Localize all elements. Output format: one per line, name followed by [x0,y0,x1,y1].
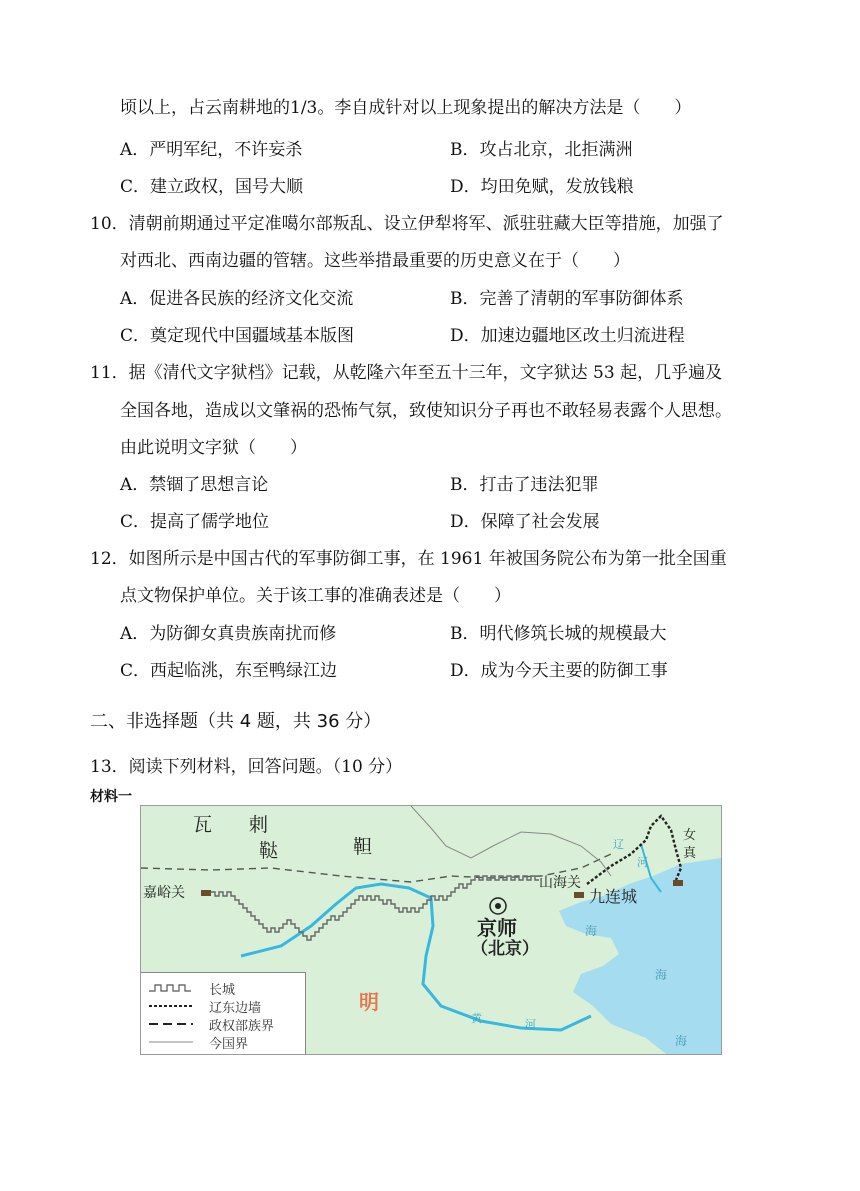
q9-option-b[interactable]: B．攻占北京，北拒满洲 [450,140,633,160]
q12-stem-line2: 点文物保护单位。关于该工事的准确表述是（ ） [120,586,511,606]
jiayuguan-marker [201,890,211,896]
q11-option-d[interactable]: D．保障了社会发展 [450,512,600,532]
capital-marker-inner [495,903,501,909]
label-dada-1: 鞑 [259,840,279,862]
label-sea-3: 海 [675,1034,688,1048]
label-jiuliancheng: 九连城 [589,887,638,906]
label-sea-1: 海 [585,924,598,938]
label-dada-2: 靼 [353,836,373,858]
label-river-1: 河 [637,856,648,869]
jiuliancheng-marker [673,880,683,886]
q10-option-c[interactable]: C．奠定现代中国疆域基本版图 [120,326,355,346]
liaodong-wall-symbol [147,1000,201,1012]
legend-great-wall-label: 长城 [209,983,236,998]
q10-option-b[interactable]: B．完善了清朝的军事防御体系 [450,289,684,309]
q10-option-d[interactable]: D．加速边疆地区改土归流进程 [450,326,685,346]
label-nvzhen-1: 女 [683,828,697,843]
map-legend [141,972,306,1055]
sea-area [559,858,721,1054]
q13-stem: 13．阅读下列材料，回答问题。（10 分） [90,757,403,777]
ming-great-wall-map [140,805,722,1055]
regime-border-symbol [147,1018,201,1030]
q9-option-c[interactable]: C．建立政权，国号大顺 [120,177,304,197]
q11-option-c[interactable]: C．提高了儒学地位 [120,512,270,532]
q10-option-a[interactable]: A．促进各民族的经济文化交流 [120,289,354,309]
q9-option-a[interactable]: A．严明军纪，不许妄杀 [120,140,303,160]
label-wala-1: 瓦 [193,814,213,836]
label-beijing: （北京） [471,939,539,959]
q9-option-d[interactable]: D．均田免赋，发放钱粮 [450,177,634,197]
label-jiayuguan: 嘉峪关 [143,885,185,901]
q12-option-b[interactable]: B．明代修筑长城的规模最大 [450,624,667,644]
q11-stem-line1: 11．据《清代文字狱档》记载，从乾隆六年至五十三年，文字狱达 53 起，几乎遍及 [90,363,723,383]
section-heading: 二、非选择题（共 4 题，共 36 分） [90,711,382,732]
label-ming: 明 [359,990,379,1014]
great-wall-symbol [147,982,201,994]
q11-option-a[interactable]: A．禁锢了思想言论 [120,475,269,495]
q9-continuation: 顷以上，占云南耕地的1/3。李自成针对以上现象提出的解决方法是（ ） [120,98,692,118]
q10-stem-line2: 对西北、西南边疆的管辖。这些举措最重要的历史意义在于（ ） [120,251,630,271]
label-shanhaiguan: 山海关 [539,875,581,891]
q11-stem-line2: 全国各地，造成以文肇祸的恐怖气氛，致使知识分子再也不敢轻易表露个人思想。 [120,401,732,421]
material-label: 材料一 [90,789,132,805]
label-sea-2: 海 [655,968,668,982]
label-liao: 辽 [613,838,624,851]
label-nvzhen-2: 真 [683,846,697,861]
q11-stem-line3: 由此说明文字狱（ ） [120,438,307,458]
label-wala-2: 剌 [249,814,269,836]
label-jingshi: 京师 [477,916,517,940]
legend-regime-border-label: 政权部族界 [209,1019,275,1034]
q10-stem-line1: 10．清朝前期通过平定准噶尔部叛乱、设立伊犁将军、派驻驻藏大臣等措施，加强了 [90,214,724,234]
national-border-symbol [147,1036,201,1048]
label-river-2: 河 [525,1018,536,1031]
label-huang: 黄 [471,1012,482,1025]
q12-option-c[interactable]: C．西起临洮，东至鸭绿江边 [120,661,338,681]
shanhaiguan-marker [574,892,584,898]
legend-liaodong-wall-label: 辽东边墙 [209,1001,262,1016]
national-border [411,806,611,876]
q12-stem-line1: 12．如图所示是中国古代的军事防御工事，在 1961 年被国务院公布为第一批全国重 [90,549,727,569]
q12-option-d[interactable]: D．成为今天主要的防御工事 [450,661,668,681]
q11-option-b[interactable]: B．打击了违法犯罪 [450,475,599,495]
q12-option-a[interactable]: A．为防御女真贵族南扰而修 [120,624,337,644]
legend-national-border-label: 今国界 [209,1037,249,1052]
